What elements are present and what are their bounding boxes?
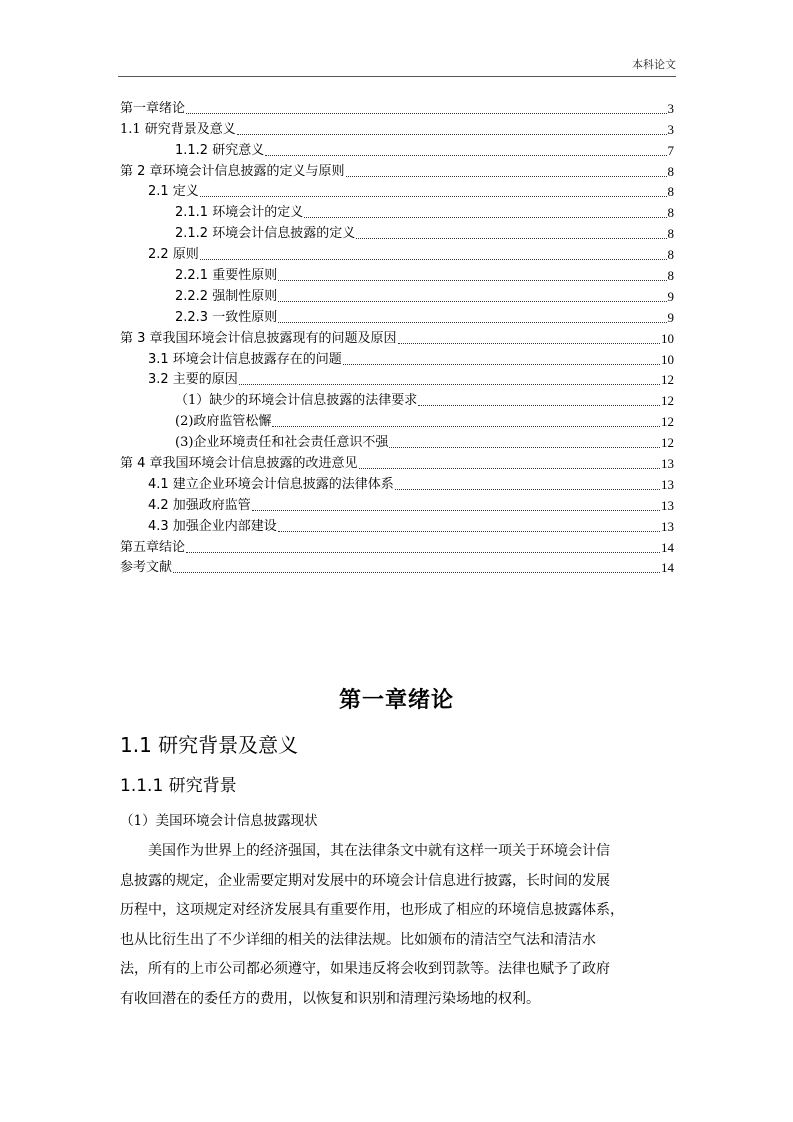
toc-entry-page: 9: [667, 288, 674, 304]
toc-leader-dots: [252, 509, 660, 511]
toc-entry-page: 10: [661, 351, 674, 367]
paragraph-line: 也从比衍生出了不少详细的相关的法律法规。比如颁布的清洁空气法和清洁水: [120, 931, 596, 948]
toc-entry-title: 第五章结论: [120, 539, 186, 555]
toc-entry-title: 2.2.2 强制性原则: [175, 288, 278, 304]
toc-leader-dots: [265, 154, 666, 156]
toc-entry[interactable]: [120, 494, 674, 515]
toc-entry-title: 第 4 章我国环境会计信息披露的改进意见: [120, 456, 358, 472]
toc-leader-dots: [343, 363, 660, 365]
paragraph-line: 美国作为世界上的经济强国，其在法律条文中就有这样一项关于环境会计信: [148, 843, 610, 859]
header-divider: [118, 76, 676, 77]
toc-entry-page: 13: [661, 476, 674, 492]
paragraph-line: 历程中，这项规定对经济发展具有重要作用，也形成了相应的环境信息披露体系，: [120, 902, 624, 918]
toc-entry-title: 参考文献: [120, 560, 173, 576]
toc-entry[interactable]: [120, 515, 674, 536]
toc-leader-dots: [278, 300, 666, 302]
toc-entry[interactable]: [120, 97, 674, 118]
toc-entry-page: 13: [661, 518, 674, 534]
toc-entry-title: (2)政府监管松懈: [175, 414, 272, 430]
paragraph-line: 息披露的规定，企业需要定期对发展中的环境会计信息进行披露，长时间的发展: [120, 872, 610, 889]
toc-entry-page: 12: [661, 435, 674, 451]
toc-entry-title: 4.1 建立企业环境会计信息披露的法律体系: [148, 476, 394, 492]
toc-entry-page: 10: [661, 330, 674, 346]
toc-entry[interactable]: [120, 389, 674, 410]
toc-entry-page: 12: [661, 393, 674, 409]
toc-leader-dots: [278, 279, 666, 281]
toc-entry-page: 8: [667, 268, 674, 284]
toc-entry[interactable]: [120, 369, 674, 390]
toc-entry[interactable]: [120, 160, 674, 181]
toc-entry[interactable]: [120, 243, 674, 264]
toc-entry-title: 4.3 加强企业内部建设: [148, 518, 277, 534]
toc-leader-dots: [418, 404, 660, 406]
toc-entry-page: 9: [667, 309, 674, 325]
toc-leader-dots: [389, 446, 660, 448]
paragraph-line: 有收回潜在的委任方的费用，以恢复和识别和清理污染场地的权利。: [120, 990, 540, 1007]
toc-entry[interactable]: [120, 222, 674, 243]
toc-entry-title: 4.2 加强政府监管: [148, 497, 251, 513]
toc-entry-title: 2.1 定义: [148, 184, 199, 200]
toc-entry[interactable]: [120, 431, 674, 452]
toc-entry[interactable]: [120, 285, 674, 306]
toc-leader-dots: [186, 551, 660, 553]
toc-leader-dots: [239, 383, 660, 385]
chapter-title: 第一章绪论: [338, 688, 454, 713]
toc-entry[interactable]: [120, 452, 674, 473]
toc-entry[interactable]: [120, 557, 674, 578]
toc-entry[interactable]: [120, 306, 674, 327]
toc-entry-title: 2.2.3 一致性原则: [175, 309, 278, 325]
toc-leader-dots: [278, 321, 666, 323]
toc-leader-dots: [272, 425, 660, 427]
toc-entry[interactable]: [120, 264, 674, 285]
toc-entry-page: 8: [667, 226, 674, 242]
section-title: 1.1 研究背景及意义: [120, 733, 299, 757]
toc-leader-dots: [237, 133, 667, 135]
subsection-title: 1.1.1 研究背景: [120, 776, 237, 796]
toc-entry-title: 2.2 原则: [148, 247, 199, 263]
toc-leader-dots: [200, 258, 667, 260]
toc-entry-page: 13: [661, 497, 674, 513]
toc-entry-title: 2.2.1 重要性原则: [175, 268, 278, 284]
toc-entry-page: 3: [667, 100, 674, 116]
toc-entry-title: 2.1.2 环境会计信息披露的定义: [175, 226, 356, 242]
toc-entry-title: 第一章绪论: [120, 100, 186, 116]
toc-entry[interactable]: [120, 327, 674, 348]
toc-leader-dots: [304, 216, 666, 218]
toc-entry-page: 8: [667, 163, 674, 179]
toc-leader-dots: [200, 195, 667, 197]
toc-entry-page: 12: [661, 372, 674, 388]
toc-leader-dots: [395, 488, 660, 490]
table-of-contents: [120, 97, 674, 577]
toc-entry-page: 14: [661, 539, 674, 555]
toc-entry-page: 8: [667, 205, 674, 221]
toc-leader-dots: [356, 237, 666, 239]
toc-entry-page: 14: [661, 560, 674, 576]
toc-entry-page: 7: [667, 142, 674, 158]
toc-leader-dots: [398, 342, 660, 344]
toc-entry-title: 3.2 主要的原因: [148, 372, 238, 388]
toc-entry-page: 12: [661, 414, 674, 430]
body-paragraph: [120, 837, 674, 1014]
toc-entry-title: 第 3 章我国环境会计信息披露现有的问题及原因: [120, 330, 397, 346]
toc-leader-dots: [173, 571, 660, 573]
toc-entry-page: 13: [661, 456, 674, 472]
toc-entry-title: 3.1 环境会计信息披露存在的问题: [148, 351, 342, 367]
toc-entry-title: 第 2 章环境会计信息披露的定义与原则: [120, 163, 345, 179]
toc-entry[interactable]: [120, 348, 674, 369]
toc-entry[interactable]: [120, 536, 674, 557]
toc-entry[interactable]: [120, 201, 674, 222]
toc-entry-title: 1.1 研究背景及意义: [120, 121, 236, 137]
toc-entry-title: 1.1.2 研究意义: [175, 142, 265, 158]
toc-leader-dots: [359, 467, 660, 469]
running-header: 本科论文: [632, 58, 676, 71]
toc-entry-title: （1）缺少的环境会计信息披露的法律要求: [175, 393, 418, 409]
toc-entry[interactable]: [120, 410, 674, 431]
toc-entry[interactable]: [120, 181, 674, 202]
toc-leader-dots: [278, 530, 660, 532]
toc-entry[interactable]: [120, 118, 674, 139]
toc-entry[interactable]: [120, 139, 674, 160]
toc-entry-page: 3: [667, 121, 674, 137]
toc-entry[interactable]: [120, 473, 674, 494]
paragraph-line: 法，所有的上市公司都必须遵守，如果违反将会收到罚款等。法律也赋予了政府: [120, 961, 610, 977]
toc-entry-title: (3)企业环境责任和社会责任意识不强: [175, 435, 389, 451]
toc-entry-title: 2.1.1 环境会计的定义: [175, 205, 304, 221]
toc-entry-page: 8: [667, 184, 674, 200]
toc-entry-page: 8: [667, 247, 674, 263]
toc-leader-dots: [186, 112, 666, 114]
item-title: （1）美国环境会计信息披露现状: [120, 813, 318, 829]
toc-leader-dots: [346, 175, 667, 177]
